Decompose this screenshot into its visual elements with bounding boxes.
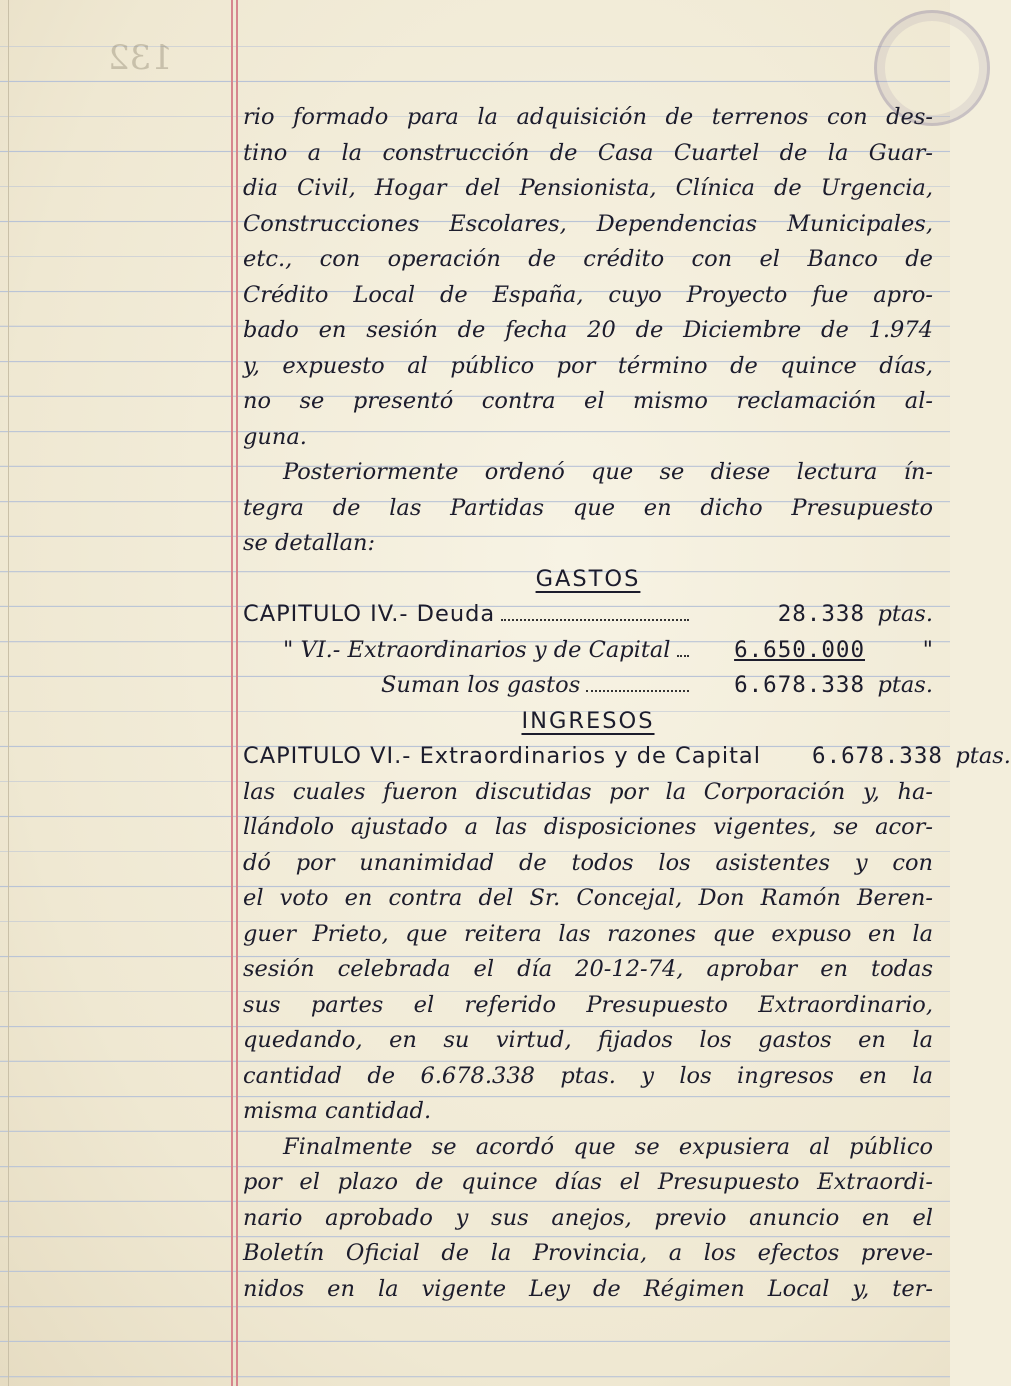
ingresos-row: [243, 739, 1011, 775]
gastos-row-amount: 28.338: [777, 601, 865, 627]
text-line: llándolo ajustado a las disposiciones vigentes, se acor-: [243, 814, 933, 840]
gastos-row-unit: ptas.: [877, 672, 933, 698]
gastos-row-amount: 6.678.338: [734, 672, 865, 698]
text-line: tino a la construcción de Casa Cuartel de la Guar-: [243, 139, 933, 166]
leader-dots: [501, 619, 689, 621]
text-line: etc., con operación de crédito con el Banco de: [243, 246, 933, 272]
text-line: sus partes el referido Presupuesto Extraordinario,: [243, 991, 933, 1018]
text-line: Finalmente se acordó que se expusiera al público: [283, 1133, 933, 1160]
text-line: por el plazo de quince días el Presupuesto Extraordi-: [243, 1169, 933, 1195]
text-line: quedando, en su virtud, fijados los gastos en la: [243, 1027, 933, 1053]
text-line: cantidad de 6.678.338 ptas. y los ingresos en la: [243, 1062, 933, 1089]
text-line: tegra de las Partidas que en dicho Presupuesto: [243, 494, 933, 521]
text-line: no se presentó contra el mismo reclamación al-: [243, 388, 933, 414]
text-line: nario aprobado y sus anejos, previo anuncio en el: [243, 1204, 933, 1231]
ingresos-row-unit: ptas.: [955, 743, 1011, 769]
handwritten-text: [243, 100, 1011, 1307]
leader-dots: [677, 655, 690, 657]
text-line: rio formado para la adquisición de terrenos con des-: [243, 104, 933, 130]
gastos-row-unit: ptas.: [877, 601, 933, 627]
gastos-row-amount: 6.650.000: [734, 636, 865, 663]
gastos-row: [243, 633, 933, 669]
gastos-heading: GASTOS: [535, 565, 641, 592]
text-line: Posteriormente ordenó que se diese lectura ín-: [283, 459, 933, 485]
text-line: las cuales fueron discutidas por la Corporación y, ha-: [243, 778, 933, 805]
page-edge-rule: [8, 0, 9, 1386]
gastos-row: [243, 597, 933, 633]
text-line: misma cantidad.: [243, 1098, 432, 1124]
text-line: y, expuesto al público por término de quince días,: [243, 352, 933, 379]
text-line: dó por unanimidad de todos los asistentes y con: [243, 849, 933, 876]
margin-line: [236, 0, 238, 1386]
text-line: guer Prieto, que reitera las razones que expuso en la: [243, 920, 933, 947]
ingresos-row-amount: 6.678.338: [812, 743, 943, 769]
text-line: nidos en la vigente Ley de Régimen Local y, ter-: [243, 1275, 933, 1302]
text-line: Crédito Local de España, cuyo Proyecto fue apro-: [243, 281, 933, 308]
gastos-total-row: [243, 668, 933, 704]
text-line: dia Civil, Hogar del Pensionista, Clínica de Urgencia,: [243, 175, 933, 201]
text-line: el voto en contra del Sr. Concejal, Don Ramón Beren-: [243, 885, 933, 911]
ingresos-row-label: CAPITULO VI.- Extraordinarios y de Capital: [243, 743, 761, 769]
gastos-row-label: CAPITULO IV.- Deuda: [243, 601, 496, 627]
gastos-row-label: Suman los gastos: [381, 672, 581, 698]
gastos-row-label: " VI.- Extraordinarios y de Capital: [283, 636, 671, 663]
gastos-row-unit: ": [922, 636, 933, 663]
text-line: sesión celebrada el día 20-12-74, aprobar en todas: [243, 956, 933, 982]
page-number: 132: [108, 38, 173, 78]
text-line: se detallan:: [243, 530, 376, 556]
ingresos-heading: INGRESOS: [521, 707, 655, 734]
text-line: guna.: [243, 423, 307, 450]
leader-dots: [586, 690, 689, 692]
text-line: Construcciones Escolares, Dependencias Municipales,: [243, 210, 933, 237]
margin-line: [231, 0, 233, 1386]
text-line: bado en sesión de fecha 20 de Diciembre de 1.974: [243, 317, 933, 343]
text-line: Boletín Oficial de la Provincia, a los efectos preve-: [243, 1240, 933, 1266]
